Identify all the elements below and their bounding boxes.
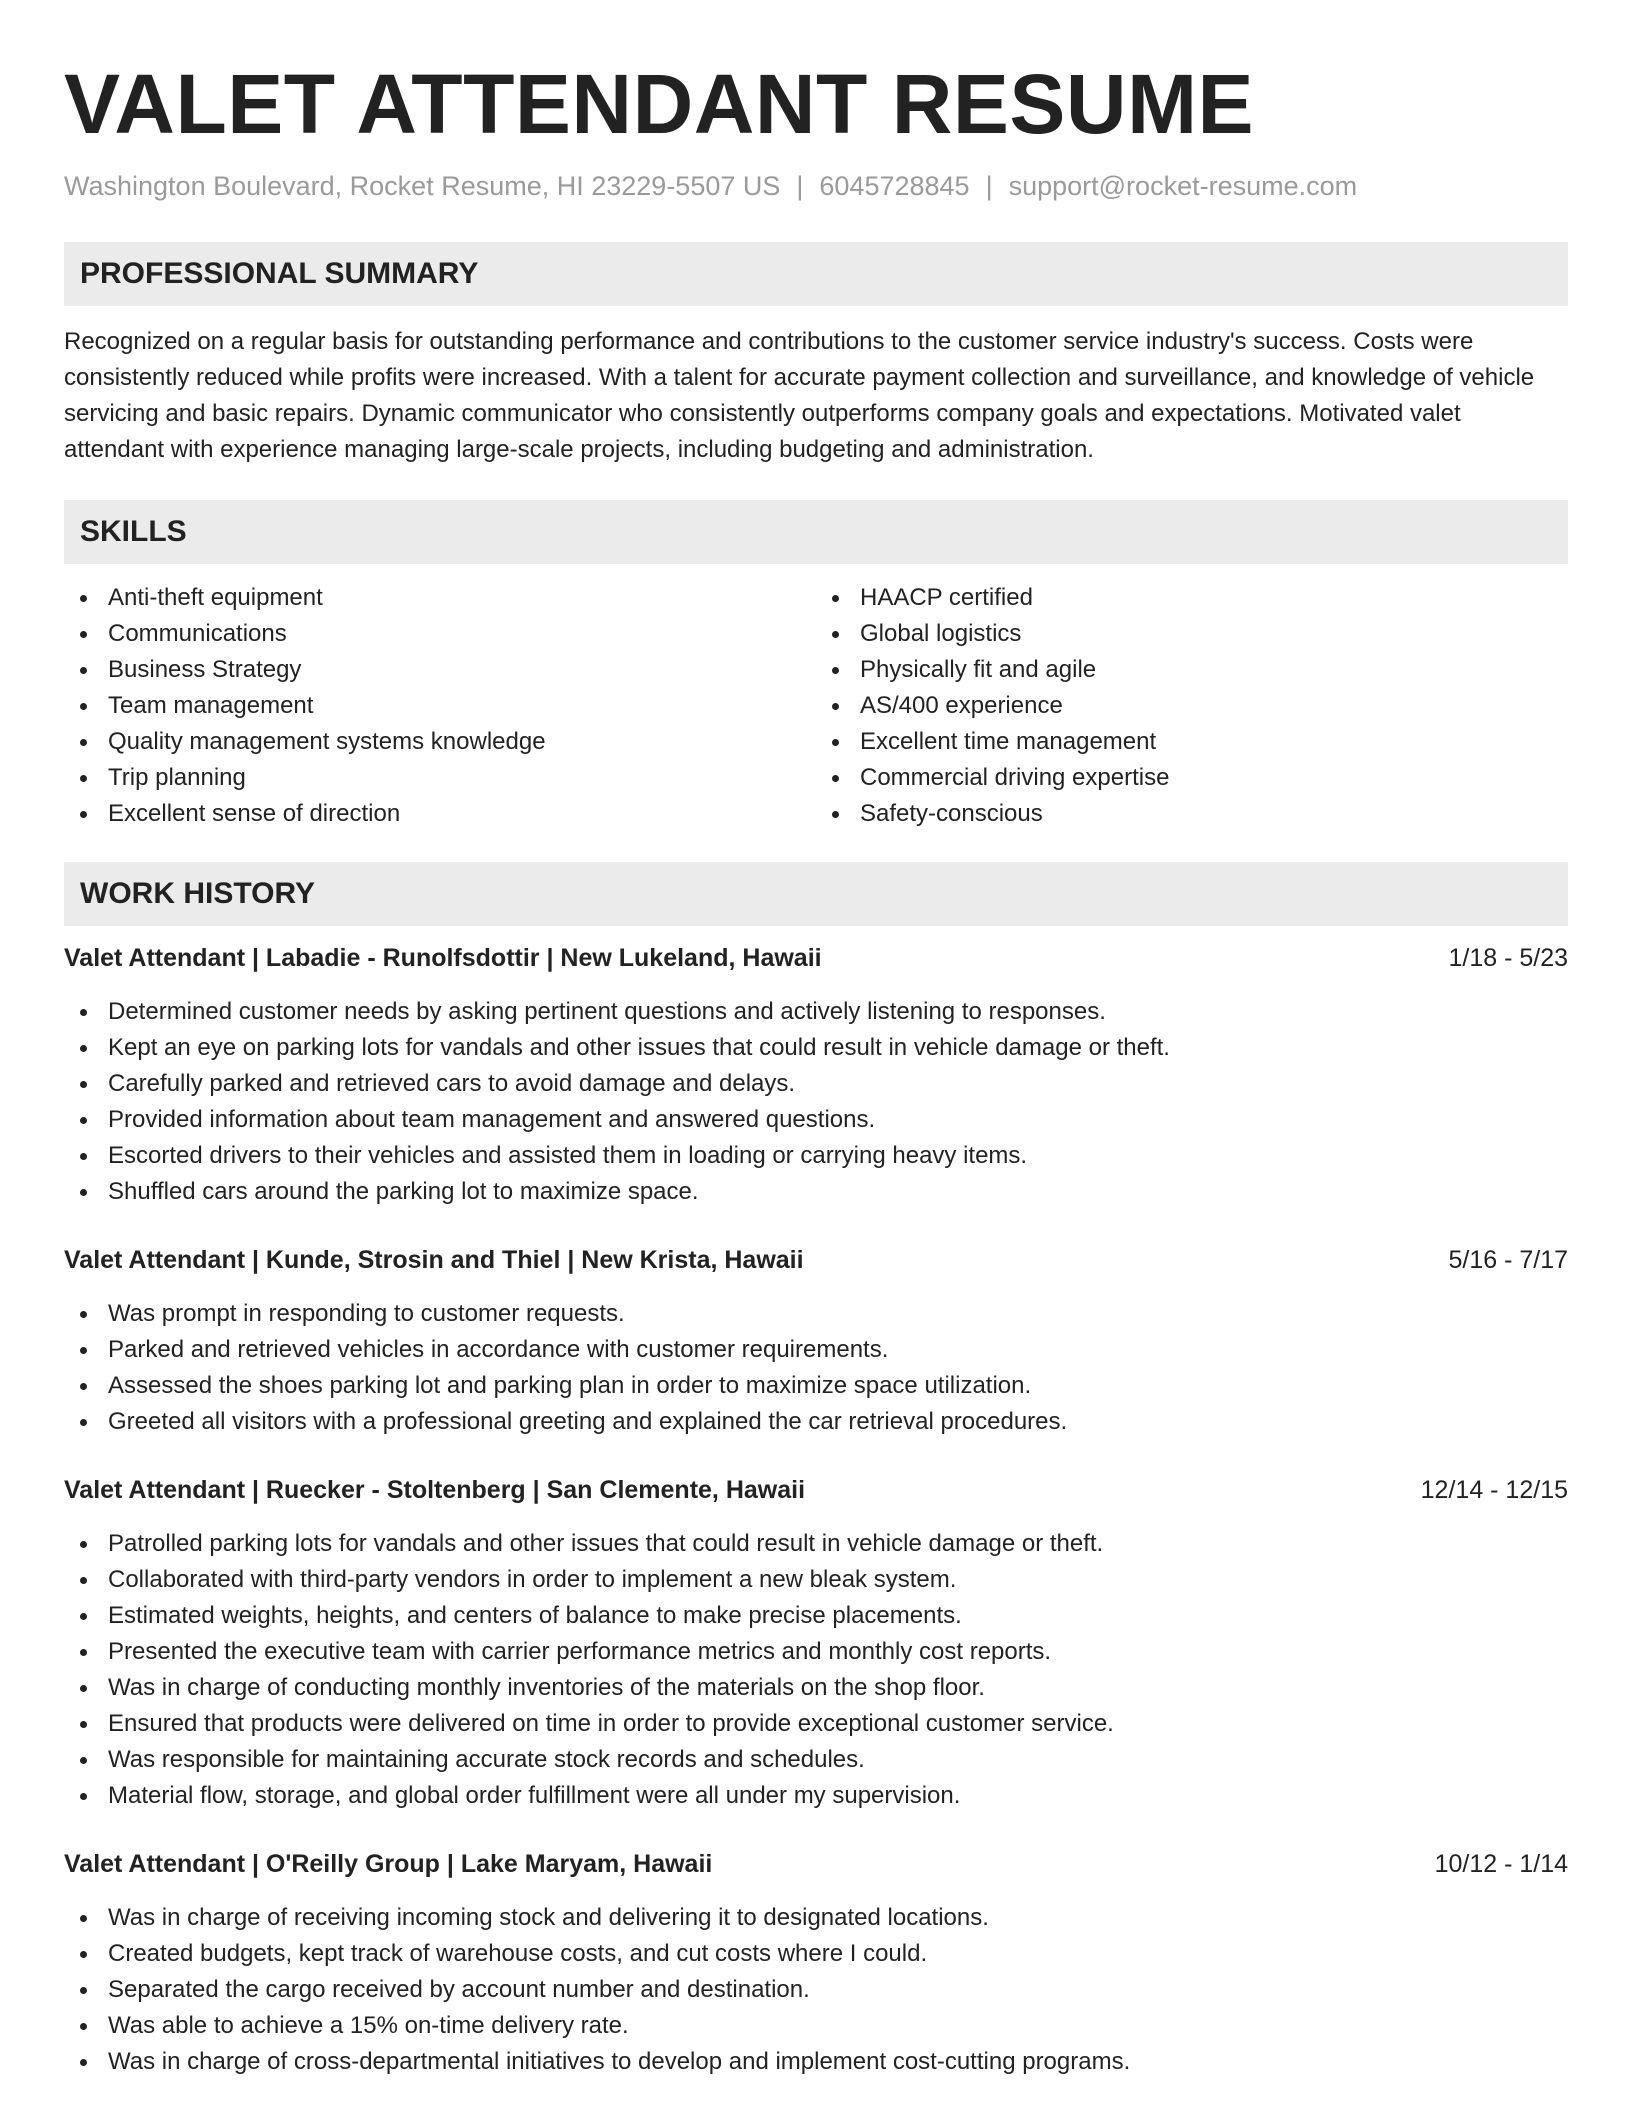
bullet-icon — [80, 1189, 87, 1196]
bullet-icon — [80, 739, 87, 746]
skill-item: Safety-conscious — [816, 796, 1568, 832]
bullet-icon — [80, 703, 87, 710]
job-bullet: Escorted drivers to their vehicles and assisted them in loading or carrying heavy items. — [64, 1138, 1568, 1174]
job-header — [64, 1472, 1568, 1508]
job-bullet: Parked and retrieved vehicles in accordance with customer requirements. — [64, 1332, 1568, 1368]
skill-item: Physically fit and agile — [816, 652, 1568, 688]
job-bullet: Determined customer needs by asking pertinent questions and actively listening to responses. — [64, 994, 1568, 1030]
skills-list — [64, 580, 1568, 832]
job-bullet: Collaborated with third-party vendors in order to implement a new bleak system. — [64, 1562, 1568, 1598]
job-dates: 5/16 - 7/17 — [1448, 1246, 1568, 1274]
bullet-icon — [80, 1347, 87, 1354]
bullet-icon — [80, 1045, 87, 1052]
job-bullet: Carefully parked and retrieved cars to avoid damage and delays. — [64, 1066, 1568, 1102]
bullet-icon — [80, 1951, 87, 1958]
job-bullet: Was responsible for maintaining accurate stock records and schedules. — [64, 1742, 1568, 1778]
bullet-icon — [80, 2023, 87, 2030]
job-entry — [64, 1242, 1568, 1440]
bullet-icon — [80, 1311, 87, 1318]
bullet-icon — [80, 1649, 87, 1656]
summary-text: Recognized on a regular basis for outstanding performance and contributions to the customer service industry's success. Costs were consistently reduced while profits were increased. With a talent for accurate payment collection and surveillance, and knowledge of vehicle servicing and basic repairs. Dynamic communicator who consistently outperforms company goals and expectations. Motivated valet attendant with experience managing large-scale projects, including budgeting and administration. — [64, 328, 1535, 463]
job-bullet: Ensured that products were delivered on time in order to provide exceptional customer service. — [64, 1706, 1568, 1742]
bullet-icon — [80, 1577, 87, 1584]
job-entry — [64, 940, 1568, 1210]
skill-item: Anti-theft equipment — [64, 580, 816, 616]
skill-item: Trip planning — [64, 760, 816, 796]
contact-phone: 6045728845 — [819, 171, 970, 201]
job-bullet: Was in charge of conducting monthly inventories of the materials on the shop floor. — [64, 1670, 1568, 1706]
skill-item: Global logistics — [816, 616, 1568, 652]
bullet-icon — [832, 811, 839, 818]
job-header — [64, 940, 1568, 976]
job-bullet: Material flow, storage, and global order fulfillment were all under my supervision. — [64, 1778, 1568, 1814]
bullet-icon — [80, 1081, 87, 1088]
skill-item: Excellent time management — [816, 724, 1568, 760]
job-bullets — [64, 994, 1568, 1210]
bullet-icon — [80, 1721, 87, 1728]
section-header-summary: PROFESSIONAL SUMMARY — [64, 242, 1568, 306]
bullet-icon — [80, 1009, 87, 1016]
job-bullet: Patrolled parking lots for vandals and other issues that could result in vehicle damage or theft. — [64, 1526, 1568, 1562]
bullet-icon — [80, 1915, 87, 1922]
job-bullet: Was in charge of receiving incoming stock and delivering it to designated locations. — [64, 1900, 1568, 1936]
job-bullet: Created budgets, kept track of warehouse costs, and cut costs where I could. — [64, 1936, 1568, 1972]
job-title: Valet Attendant | Labadie - Runolfsdottir | New Lukeland, Hawaii — [64, 944, 822, 972]
job-bullets — [64, 1526, 1568, 1814]
job-bullet: Was prompt in responding to customer requests. — [64, 1296, 1568, 1332]
job-bullets — [64, 1296, 1568, 1440]
skill-item: Quality management systems knowledge — [64, 724, 816, 760]
job-bullet: Kept an eye on parking lots for vandals and other issues that could result in vehicle damage or theft. — [64, 1030, 1568, 1066]
job-bullet: Was able to achieve a 15% on-time delivery rate. — [64, 2008, 1568, 2044]
bullet-icon — [832, 667, 839, 674]
bullet-icon — [80, 775, 87, 782]
job-bullet: Assessed the shoes parking lot and parking plan in order to maximize space utilization. — [64, 1368, 1568, 1404]
job-title: Valet Attendant | Ruecker - Stoltenberg | San Clemente, Hawaii — [64, 1476, 806, 1504]
skills-column-left — [64, 580, 816, 832]
job-dates: 10/12 - 1/14 — [1434, 1850, 1568, 1878]
bullet-icon — [80, 595, 87, 602]
skill-item: Team management — [64, 688, 816, 724]
contact-address: Washington Boulevard, Rocket Resume, HI 23229-5507 US — [64, 171, 781, 201]
section-header-skills: SKILLS — [64, 500, 1568, 564]
bullet-icon — [80, 811, 87, 818]
job-bullet: Was in charge of cross-departmental initiatives to develop and implement cost-cutting programs. — [64, 2044, 1568, 2080]
job-dates: 12/14 - 12/15 — [1420, 1476, 1568, 1504]
skill-item: Excellent sense of direction — [64, 796, 816, 832]
job-header — [64, 1846, 1568, 1882]
bullet-icon — [80, 1153, 87, 1160]
job-bullet: Separated the cargo received by account number and destination. — [64, 1972, 1568, 2008]
section-header-work-history: WORK HISTORY — [64, 862, 1568, 926]
skill-item: HAACP certified — [816, 580, 1568, 616]
bullet-icon — [80, 667, 87, 674]
bullet-icon — [80, 1757, 87, 1764]
job-entry — [64, 1472, 1568, 1814]
job-bullet: Greeted all visitors with a professional greeting and explained the car retrieval procedures. — [64, 1404, 1568, 1440]
skill-item: AS/400 experience — [816, 688, 1568, 724]
job-bullet: Presented the executive team with carrier performance metrics and monthly cost reports. — [64, 1634, 1568, 1670]
job-bullet: Shuffled cars around the parking lot to maximize space. — [64, 1174, 1568, 1210]
bullet-icon — [832, 703, 839, 710]
bullet-icon — [80, 1685, 87, 1692]
job-title: Valet Attendant | Kunde, Strosin and Thiel | New Krista, Hawaii — [64, 1246, 804, 1274]
bullet-icon — [80, 631, 87, 638]
bullet-icon — [832, 631, 839, 638]
contact-separator: | — [985, 171, 993, 201]
bullet-icon — [832, 775, 839, 782]
contact-email: support@rocket-resume.com — [1008, 171, 1358, 201]
contact-line — [64, 168, 1568, 204]
job-header — [64, 1242, 1568, 1278]
bullet-icon — [832, 739, 839, 746]
bullet-icon — [80, 1987, 87, 1994]
job-bullets — [64, 1900, 1568, 2080]
job-entry — [64, 1846, 1568, 2080]
bullet-icon — [80, 1793, 87, 1800]
bullet-icon — [80, 1541, 87, 1548]
skill-item: Communications — [64, 616, 816, 652]
bullet-icon — [80, 1383, 87, 1390]
contact-separator: | — [796, 171, 804, 201]
job-bullet: Provided information about team management and answered questions. — [64, 1102, 1568, 1138]
bullet-icon — [80, 2059, 87, 2066]
job-dates: 1/18 - 5/23 — [1448, 944, 1568, 972]
job-title: Valet Attendant | O'Reilly Group | Lake Maryam, Hawaii — [64, 1850, 713, 1878]
skill-item: Business Strategy — [64, 652, 816, 688]
bullet-icon — [80, 1117, 87, 1124]
resume-title: VALET ATTENDANT RESUME — [64, 57, 1255, 151]
skills-column-right — [816, 580, 1568, 832]
bullet-icon — [80, 1613, 87, 1620]
skill-item: Commercial driving expertise — [816, 760, 1568, 796]
job-bullet: Estimated weights, heights, and centers of balance to make precise placements. — [64, 1598, 1568, 1634]
bullet-icon — [80, 1419, 87, 1426]
bullet-icon — [832, 595, 839, 602]
